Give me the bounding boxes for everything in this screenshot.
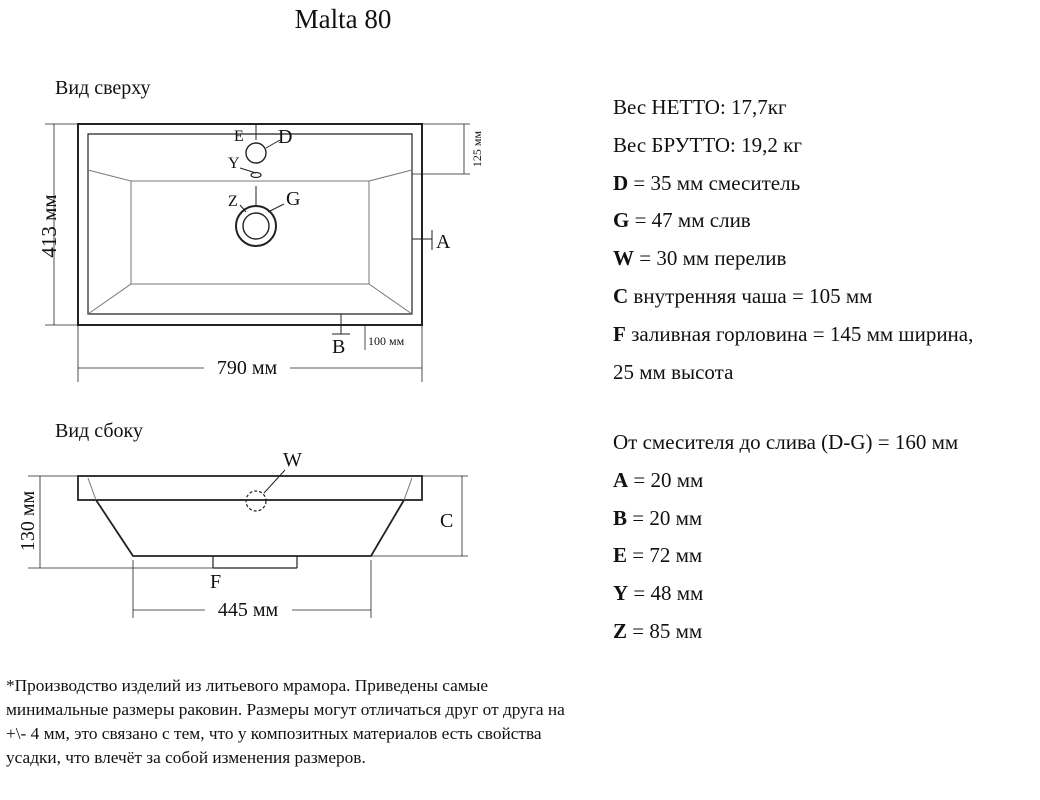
spec-item (613, 240, 1040, 278)
drain-outer (236, 206, 276, 246)
weight-net: Вес НЕТТО: 17,7кг (613, 95, 787, 119)
dim-width-label: 790 мм (216, 357, 278, 379)
spec-key: F (613, 321, 626, 346)
specs-list (613, 89, 1040, 391)
spec-key: G (613, 208, 630, 233)
spec-key: C (613, 283, 629, 308)
dim-125-label: 125 мм (470, 130, 484, 168)
dim-item (613, 537, 1040, 575)
dim-key: E (613, 543, 628, 568)
top-view-drawing (45, 124, 470, 382)
drain-inner (243, 213, 269, 239)
label-E: E (234, 128, 244, 145)
spec-text: = 30 мм перелив (634, 246, 787, 271)
spec-text: = 47 мм слив (629, 208, 751, 233)
label-W: W (283, 449, 302, 471)
side-view-heading: Вид сбоку (55, 420, 143, 442)
dim-text: = 48 мм (628, 581, 704, 606)
label-Y: Y (228, 155, 240, 172)
dim-item (613, 575, 1040, 613)
spec-text: заливная горловина = 145 мм ширина, (625, 321, 974, 346)
dim-key: B (613, 505, 628, 530)
spec-item (613, 316, 1040, 354)
spec-key: D (613, 170, 629, 195)
spec-item (613, 278, 1040, 316)
side-rim (78, 476, 422, 500)
dimensions-list (613, 424, 1040, 651)
dim-item (613, 462, 1040, 500)
spec-height-line: 25 мм высота (613, 359, 734, 384)
dim-depth-label: 413 мм (37, 194, 61, 258)
label-F: F (210, 571, 222, 593)
side-view-drawing (28, 470, 468, 618)
basin-outer-rim (78, 124, 422, 325)
dim-item (613, 613, 1040, 651)
spec-text: внутренняя чаша = 105 мм (628, 283, 873, 308)
spec-item (613, 202, 1040, 240)
label-A: A (436, 231, 451, 253)
footnote: *Производство изделий из литьевого мрамора. Приведены самые минимальные размеры раковин. Размеры могут отличаться друг от друга на +\- 4 мм, это связано с тем, что у композитных материалов есть свойства усадки, что влечёт за собой изменения размеров. (6, 676, 565, 767)
basin-bowl-bottom (131, 181, 369, 284)
faucet-hole (246, 143, 266, 163)
dim-bottom-label: 445 мм (217, 599, 279, 621)
dim-item (613, 500, 1040, 538)
spec-item (613, 165, 1040, 203)
dim-text: = 20 мм (627, 505, 703, 530)
overflow-marker (251, 173, 261, 178)
dim-text: = 20 мм (628, 467, 704, 492)
faucet-drain-distance: От смесителя до слива (D-G) = 160 мм (613, 430, 959, 454)
label-B: B (332, 336, 346, 358)
spec-key: W (613, 246, 634, 271)
weight-gross: Вес БРУТТО: 19,2 кг (613, 132, 802, 157)
dim-key: Z (613, 618, 628, 643)
dim-text: = 85 мм (627, 618, 703, 643)
overflow-hole (246, 491, 266, 511)
dim-key: Y (613, 581, 629, 606)
label-Z: Z (228, 193, 238, 210)
spec-text: = 35 мм смеситель (628, 170, 801, 195)
dim-text: = 72 мм (627, 543, 703, 568)
label-G: G (286, 188, 301, 210)
dim-height-label: 130 мм (17, 490, 39, 552)
label-D: D (278, 126, 293, 148)
label-C: C (440, 510, 454, 532)
dim-key: A (613, 467, 629, 492)
dim-100-label: 100 мм (368, 334, 405, 348)
product-title: Malta 80 (294, 4, 392, 34)
top-view-heading: Вид сверху (55, 77, 151, 99)
